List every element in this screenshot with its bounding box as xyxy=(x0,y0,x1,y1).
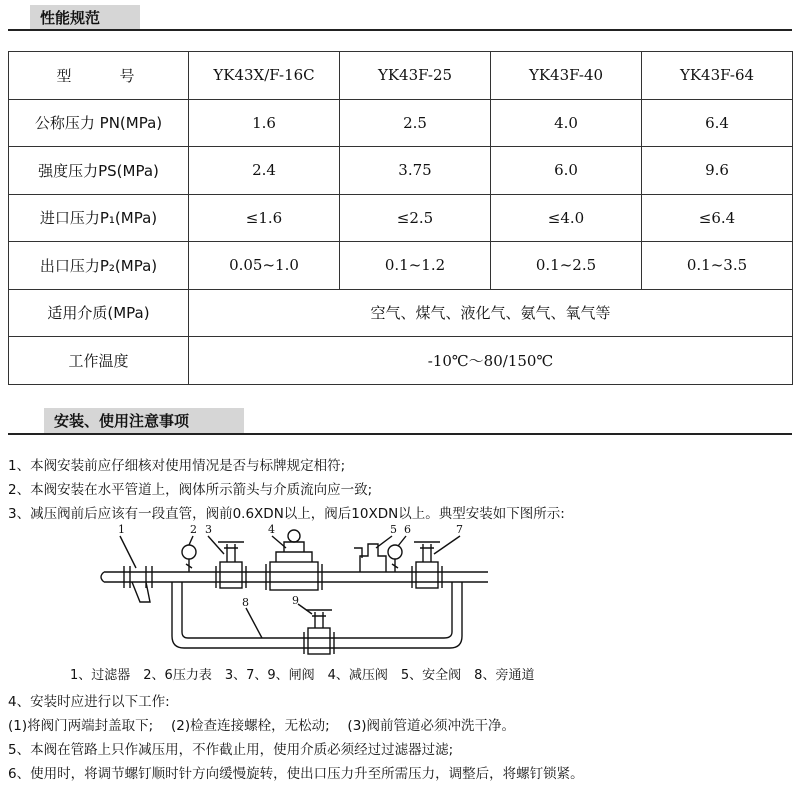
table-row xyxy=(9,337,793,385)
table-cell: 9.6 xyxy=(642,147,793,195)
header-cell: YK43X/F-16C xyxy=(189,52,340,100)
row-label: 进口压力P₁(MPa) xyxy=(9,194,189,242)
spec-section-tab xyxy=(30,5,140,31)
table-cell: 2.4 xyxy=(189,147,340,195)
callout-number: 5 xyxy=(390,523,397,536)
header-model: 型 号 xyxy=(9,52,189,100)
table-cell: 1.6 xyxy=(189,99,340,147)
bypass-pipe xyxy=(172,582,462,648)
install-section-title: 安装、使用注意事项 xyxy=(54,412,190,430)
callout-number: 2 xyxy=(190,523,197,536)
safety-valve-icon xyxy=(354,544,386,572)
note-1: 1、本阀安装前应仔细核对使用情况是否与标牌规定相符; xyxy=(8,458,346,474)
table-cell: 3.75 xyxy=(340,147,491,195)
table-cell: 4.0 xyxy=(491,99,642,147)
callout-number: 7 xyxy=(456,523,463,536)
gate-valve-icon xyxy=(412,542,442,588)
callout-number: 9 xyxy=(292,594,299,607)
merged-cell: -10℃～80/150℃ xyxy=(189,337,793,385)
row-label: 适用介质(MPa) xyxy=(9,289,189,337)
install-section-rule xyxy=(8,433,792,435)
row-label: 强度压力PS(MPa) xyxy=(9,147,189,195)
table-cell: 0.1~1.2 xyxy=(340,242,491,290)
table-cell: 0.1~2.5 xyxy=(491,242,642,290)
row-label: 工作温度 xyxy=(9,337,189,385)
spec-section-rule xyxy=(8,29,792,31)
row-label: 公称压力 PN(MPa) xyxy=(9,99,189,147)
callout-number: 3 xyxy=(205,523,212,536)
gate-valve-icon xyxy=(216,542,246,588)
table-header-row xyxy=(9,52,793,100)
table-cell: ≤2.5 xyxy=(340,194,491,242)
table-cell: ≤6.4 xyxy=(642,194,793,242)
table-row xyxy=(9,99,793,147)
table-cell: 6.0 xyxy=(491,147,642,195)
reducing-valve-icon xyxy=(266,530,322,590)
note-6: 6、使用时，将调节螺钉顺时针方向缓慢旋转，使出口压力升至所需压力，调整后，将螺钉锁紧。 xyxy=(8,766,584,782)
table-row xyxy=(9,194,793,242)
note-5: 5、本阀在管路上只作减压用，不作截止用，使用介质必须经过过滤器过滤; xyxy=(8,742,454,758)
table-row xyxy=(9,147,793,195)
note-3: 3、减压阀前后应该有一段直管，阀前0.6XDN以上，阀后10XDN以上。典型安装如下图所示: xyxy=(8,506,565,522)
callout-number: 1 xyxy=(118,523,125,536)
install-section-tab xyxy=(44,408,244,434)
table-cell: ≤1.6 xyxy=(189,194,340,242)
row-label: 出口压力P₂(MPa) xyxy=(9,242,189,290)
table-cell: ≤4.0 xyxy=(491,194,642,242)
header-cell: YK43F-64 xyxy=(642,52,793,100)
table-cell: 2.5 xyxy=(340,99,491,147)
installation-diagram xyxy=(90,518,490,664)
merged-cell: 空气、煤气、液化气、氨气、氧气等 xyxy=(189,289,793,337)
main-pipe xyxy=(101,572,488,582)
pressure-gauge-icon xyxy=(388,545,402,559)
diagram-legend: 1、过滤器 2、6压力表 3、7、9、闸阀 4、减压阀 5、安全阀 8、旁通道 xyxy=(70,668,535,683)
table-cell: 0.05~1.0 xyxy=(189,242,340,290)
table-row xyxy=(9,289,793,337)
spec-table xyxy=(8,51,793,385)
table-row xyxy=(9,242,793,290)
callout-number: 6 xyxy=(404,523,411,536)
note-4: 4、安装时应进行以下工作: xyxy=(8,694,170,710)
table-cell: 0.1~3.5 xyxy=(642,242,793,290)
table-cell: 6.4 xyxy=(642,99,793,147)
note-2: 2、本阀安装在水平管道上，阀体所示箭头与介质流向应一致; xyxy=(8,482,373,498)
callout-number: 4 xyxy=(268,523,275,536)
header-cell: YK43F-25 xyxy=(340,52,491,100)
header-cell: YK43F-40 xyxy=(491,52,642,100)
note-4-steps: (1)将阀门两端封盖取下; (2)检查连接螺栓，无松动; (3)阀前管道必须冲洗干净。 xyxy=(8,718,516,734)
callout-number: 8 xyxy=(242,596,249,609)
pressure-gauge-icon xyxy=(182,545,196,559)
spec-section-title: 性能规范 xyxy=(40,9,101,27)
